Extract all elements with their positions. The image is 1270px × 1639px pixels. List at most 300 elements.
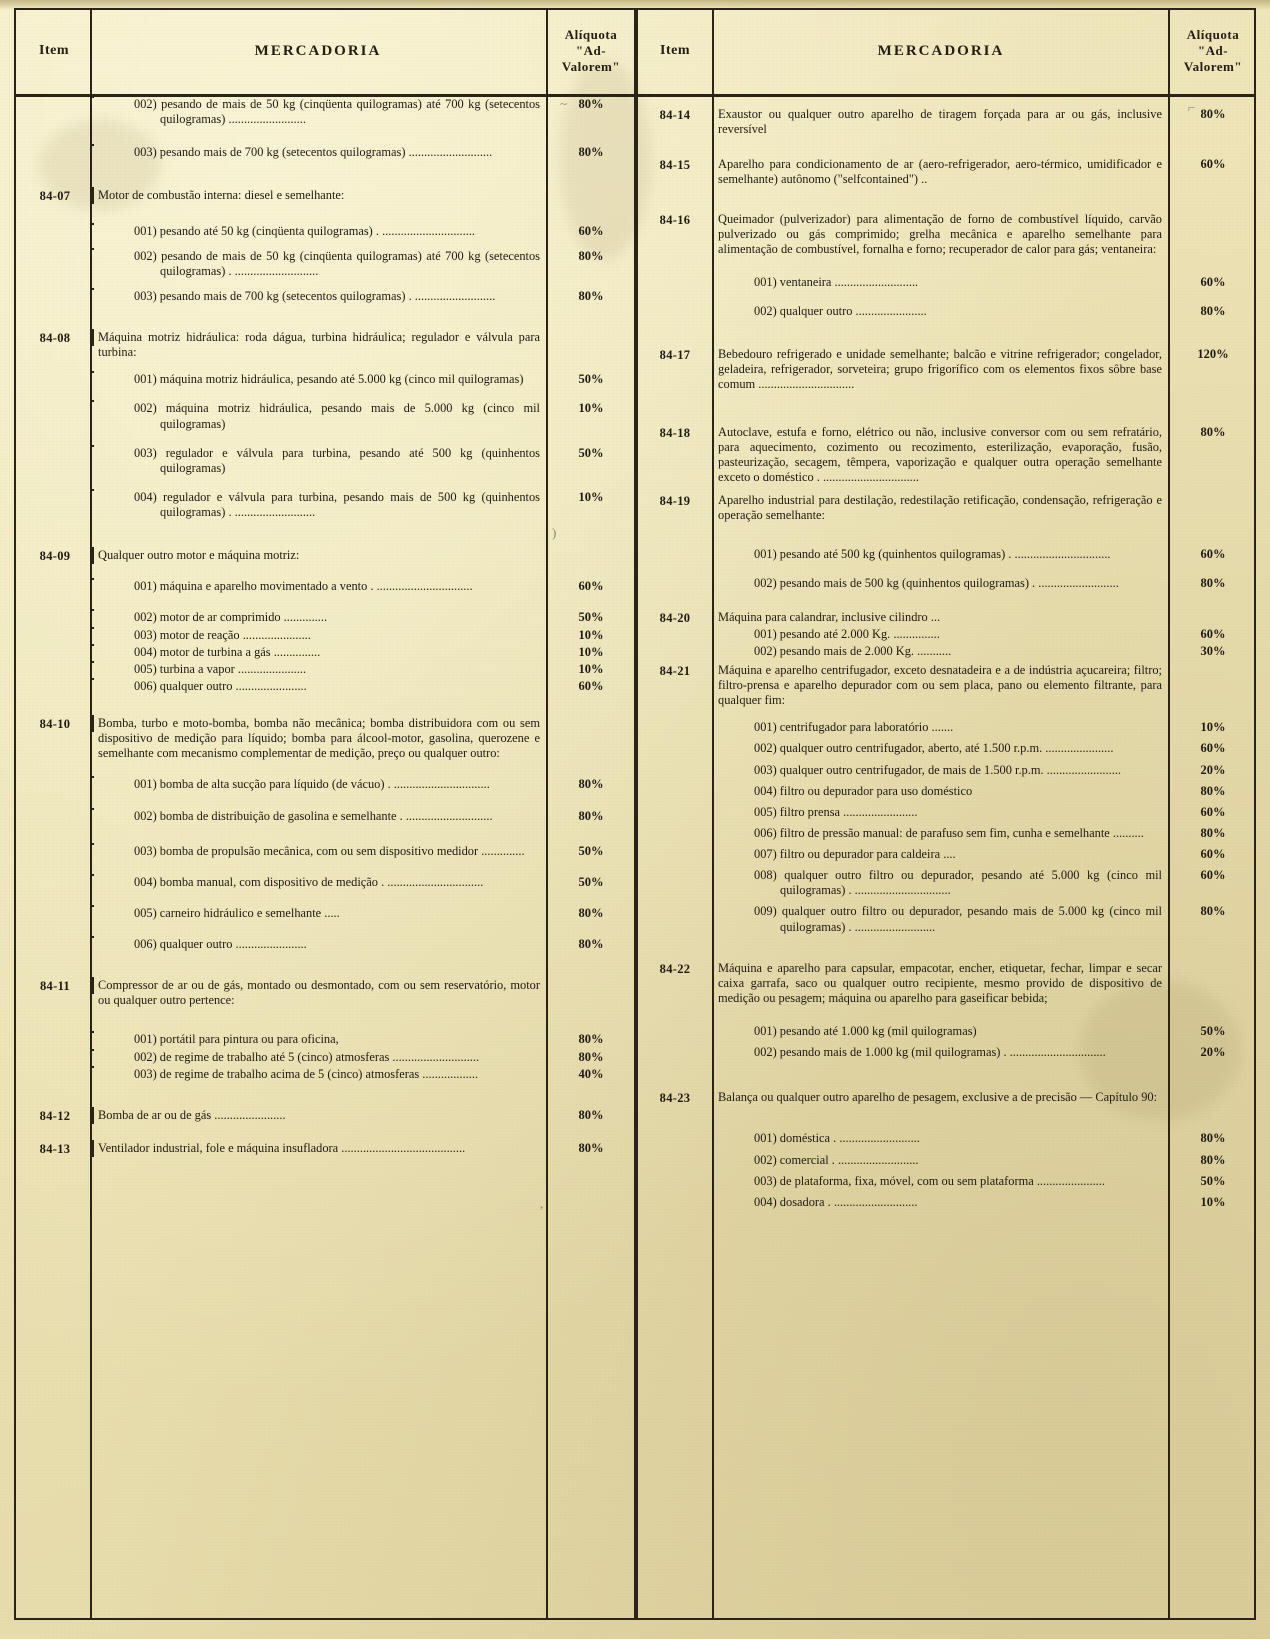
row-item-code: [638, 783, 714, 785]
row-item-code: [638, 903, 714, 905]
row-item-code: 84-20: [638, 609, 714, 626]
table-row[interactable]: [638, 106, 1256, 138]
header-aliquota-right: [1170, 10, 1256, 92]
table-row[interactable]: [638, 804, 1256, 821]
table-row[interactable]: [638, 960, 1256, 1007]
row-aliquota: 80%: [1168, 106, 1256, 122]
tariff-table: [14, 8, 1256, 1620]
row-item-code: [638, 303, 714, 305]
table-row[interactable]: [638, 867, 1256, 899]
row-description: 009) qualquer outro filtro ou depurador, pesando mais de 5.000 kg (cinco mil quilogramas) . ..........................: [754, 904, 1162, 934]
table-row[interactable]: [18, 144, 634, 161]
row-spacer: [638, 524, 1256, 546]
row-description: 004) regulador e válvula para turbina, pesando mais de 500 kg (quinhentos quilogramas) . ..........................: [134, 489, 540, 519]
row-spacer: [638, 291, 1256, 303]
table-row[interactable]: [638, 662, 1256, 709]
row-aliquota: 80%: [546, 808, 634, 824]
row-aliquota: 10%: [1168, 1194, 1256, 1210]
table-row[interactable]: [18, 874, 634, 891]
row-item-code: [638, 1194, 714, 1196]
row-description: 002) pesando mais de 2.000 Kg. ...........: [754, 643, 952, 658]
row-description: Balança ou qualquer outro aparelho de pesagem, exclusive a de precisão — Capítulo 90:: [718, 1090, 1158, 1105]
table-row[interactable]: [18, 223, 634, 240]
row-aliquota: 80%: [546, 905, 634, 921]
row-item-code: [18, 1049, 94, 1051]
row-item-code: [18, 1066, 94, 1068]
header-aliquota-line2-right: "Ad-Valorem": [1183, 42, 1243, 75]
table-row[interactable]: [638, 740, 1256, 757]
row-spacer: [638, 96, 1256, 106]
row-description: 007) filtro ou depurador para caldeira ....: [754, 847, 956, 861]
row-aliquota: [546, 329, 634, 330]
row-item-code: [18, 808, 94, 810]
row-description: 003) pesando mais de 700 kg (setecentos quilogramas) ...........................: [134, 145, 493, 160]
header-aliquota-line1-right: Alíquota: [1186, 26, 1240, 42]
row-aliquota: 80%: [1168, 575, 1256, 591]
table-row[interactable]: [18, 936, 634, 953]
row-description: Compressor de ar ou de gás, montado ou desmontado, com ou sem reservatório, motor ou qualquer outro pertence:: [98, 978, 540, 1008]
row-description: 002) pesando mais de 1.000 kg (mil quilogramas) . ...............................: [754, 1045, 1106, 1060]
row-spacer: [18, 595, 634, 609]
row-aliquota: 80%: [546, 288, 634, 304]
row-item-code: [638, 546, 714, 548]
row-aliquota: 80%: [1168, 424, 1256, 440]
row-description: 008) qualquer outro filtro ou depurador, pesando até 5.000 kg (cinco mil quilogramas) . ...............................: [754, 868, 1162, 898]
row-spacer: [638, 1061, 1256, 1089]
row-item-code: 84-16: [638, 211, 714, 228]
row-spacer: [18, 433, 634, 445]
row-aliquota: 10%: [546, 644, 634, 660]
table-row[interactable]: [638, 1044, 1256, 1061]
row-item-code: 84-13: [18, 1140, 94, 1157]
row-item-code: [18, 371, 94, 373]
table-row[interactable]: [18, 248, 634, 280]
header-item-label-left: Item: [39, 43, 69, 58]
table-row[interactable]: [18, 776, 634, 793]
row-item-code: [18, 445, 94, 447]
left-column: [18, 96, 634, 1616]
row-item-code: 84-12: [18, 1107, 94, 1124]
row-item-code: [18, 776, 94, 778]
table-row[interactable]: [638, 1089, 1256, 1106]
row-description: 002) motor de ar comprimido ..............: [134, 610, 328, 625]
row-description: Máquina motriz hidráulica: roda dágua, turbina hidráulica; regulador e válvula para turbina:: [98, 330, 540, 360]
header-aliquota-line2-left: "Ad-Valorem": [561, 42, 621, 75]
row-aliquota: [546, 547, 634, 548]
stray-pen-mark: ⌐: [1188, 100, 1196, 115]
header-merc-label-right: MERCADORIA: [877, 42, 1005, 59]
table-row[interactable]: [18, 489, 634, 521]
table-row[interactable]: [638, 846, 1256, 863]
row-aliquota: 80%: [546, 248, 634, 264]
row-spacer: [18, 762, 634, 776]
table-row[interactable]: [18, 400, 634, 432]
row-item-code: [18, 144, 94, 146]
row-item-code: [18, 609, 94, 611]
row-description: 003) motor de reação ......................: [134, 627, 311, 642]
row-item-code: [18, 489, 94, 491]
row-description: Máquina para calandrar, inclusive cilindro ...: [718, 609, 941, 624]
row-spacer: [18, 361, 634, 371]
row-item-code: [18, 578, 94, 580]
row-item-code: [638, 1130, 714, 1132]
table-row[interactable]: [18, 609, 634, 626]
row-item-code: [18, 936, 94, 938]
row-spacer: [18, 1009, 634, 1031]
row-description: Bebedouro refrigerado e unidade semelhante; balcão e vitrine refrigerador; congelador, geladeira, refrigerador, sorveteira; grupo frigorífico com os elementos fixos sôbre base comum ...............................: [718, 347, 1162, 392]
row-description: Motor de combustão interna: diesel e semelhante:: [98, 188, 345, 203]
row-item-code: [638, 1023, 714, 1025]
table-row[interactable]: [18, 96, 634, 128]
row-spacer: [18, 695, 634, 715]
row-item-code: [638, 867, 714, 869]
row-item-code: [638, 643, 714, 645]
header-aliquota-left: [548, 10, 634, 92]
row-item-code: 84-14: [638, 106, 714, 123]
row-aliquota: 80%: [1168, 1130, 1256, 1146]
row-item-code: [18, 678, 94, 680]
row-description: 003) regulador e válvula para turbina, pesando até 500 kg (quinhentos quilogramas): [134, 445, 540, 475]
table-row[interactable]: [638, 211, 1256, 258]
row-item-code: [18, 1031, 94, 1033]
row-item-code: [18, 661, 94, 663]
stray-pen-mark: ): [552, 525, 557, 540]
row-aliquota: 80%: [1168, 825, 1256, 841]
left-rows: [18, 96, 634, 1157]
row-aliquota: 80%: [546, 1049, 634, 1065]
row-spacer: [18, 953, 634, 977]
table-row[interactable]: [18, 445, 634, 477]
row-item-code: [638, 1173, 714, 1175]
row-description: Bomba de ar ou de gás .......................: [98, 1107, 286, 1122]
row-description: 001) máquina e aparelho movimentado a vento . ...............................: [134, 579, 473, 594]
row-item-code: [18, 248, 94, 250]
row-description: 005) filtro prensa ........................: [754, 804, 918, 819]
row-aliquota: 60%: [546, 578, 634, 594]
row-aliquota: 40%: [546, 1066, 634, 1082]
row-spacer: [18, 240, 634, 248]
row-aliquota: 80%: [546, 936, 634, 952]
row-item-code: 84-10: [18, 715, 94, 732]
row-aliquota: [546, 977, 634, 978]
row-spacer: [18, 922, 634, 936]
table-row[interactable]: [18, 1049, 634, 1066]
row-description: 001) pesando até 1.000 kg (mil quilogramas): [754, 1024, 977, 1038]
row-item-code: [638, 804, 714, 806]
row-description: 004) filtro ou depurador para uso doméstico: [754, 783, 973, 798]
row-description: 004) dosadora . ...........................: [754, 1194, 918, 1209]
table-row[interactable]: [18, 288, 634, 305]
row-item-code: 84-23: [638, 1089, 714, 1106]
table-row[interactable]: [638, 546, 1256, 563]
row-description: 004) bomba manual, com dispositivo de medição . ...............................: [134, 874, 484, 889]
row-description: Qualquer outro motor e máquina motriz:: [98, 548, 300, 563]
row-description: 001) ventaneira ...........................: [754, 274, 919, 289]
row-aliquota: 10%: [1168, 719, 1256, 735]
row-aliquota: 60%: [1168, 546, 1256, 562]
table-row[interactable]: [638, 1152, 1256, 1169]
row-item-code: [638, 626, 714, 628]
header-merc-label-left: MERCADORIA: [254, 42, 382, 59]
row-aliquota: [1168, 492, 1256, 493]
stray-pen-mark: ,: [540, 1196, 544, 1211]
row-item-code: 84-18: [638, 424, 714, 441]
right-rows: [638, 96, 1256, 1211]
row-description: Máquina e aparelho centrifugador, exceto desnatadeira e a de indústria açucareira; filtro; filtro-prensa e aparelho depurador com ou sem placa, pano ou elemento filtrante, para qualquer fim:: [718, 662, 1162, 708]
row-spacer: [18, 205, 634, 223]
table-row[interactable]: [18, 808, 634, 825]
row-aliquota: [1168, 662, 1256, 663]
row-aliquota: 60%: [1168, 626, 1256, 642]
row-aliquota: 80%: [1168, 303, 1256, 319]
row-aliquota: 50%: [1168, 1023, 1256, 1039]
table-row[interactable]: [18, 187, 634, 204]
row-item-code: [638, 846, 714, 848]
row-aliquota: 80%: [546, 776, 634, 792]
row-item-code: [18, 843, 94, 845]
row-description: 002) qualquer outro centrifugador, aberto, até 1.500 r.p.m. ......................: [754, 741, 1114, 756]
row-aliquota: 50%: [546, 445, 634, 461]
row-spacer: [18, 161, 634, 187]
row-item-code: [638, 575, 714, 577]
row-description: Máquina e aparelho para capsular, empacotar, encher, etiquetar, fechar, limpar e secar caixa garrafa, saco ou qualquer outro recipiente, mesmo provido de dispositivo de medição ou pesagem; máquina ou aparelho para gaseificar bebida;: [718, 960, 1162, 1005]
row-item-code: 84-11: [18, 977, 94, 994]
table-row[interactable]: [18, 644, 634, 661]
table-row[interactable]: [18, 1066, 634, 1083]
row-spacer: [638, 258, 1256, 274]
row-aliquota: 50%: [546, 843, 634, 859]
row-spacer: [18, 891, 634, 905]
table-row[interactable]: [18, 661, 634, 678]
row-description: 005) carneiro hidráulico e semelhante .....: [134, 905, 340, 920]
row-description: 006) qualquer outro .......................: [134, 678, 307, 693]
row-description: 003) pesando mais de 700 kg (setecentos quilogramas) . ..........................: [134, 288, 496, 303]
table-row[interactable]: [638, 719, 1256, 736]
table-row[interactable]: [18, 1107, 634, 1124]
row-aliquota: 80%: [1168, 783, 1256, 799]
row-description: Exaustor ou qualquer outro aparelho de tiragem forçada para ar ou gás, inclusive reversível: [718, 107, 1162, 137]
table-row[interactable]: [18, 329, 634, 361]
table-row[interactable]: [638, 783, 1256, 800]
table-row[interactable]: [18, 371, 634, 388]
row-aliquota: 10%: [546, 627, 634, 643]
table-row[interactable]: [18, 905, 634, 922]
row-item-code: [638, 740, 714, 742]
row-spacer: [18, 1083, 634, 1107]
row-item-code: [638, 762, 714, 764]
table-row[interactable]: [638, 1023, 1256, 1040]
row-item-code: [18, 400, 94, 402]
row-aliquota: 60%: [1168, 804, 1256, 820]
row-aliquota: [1168, 211, 1256, 212]
row-aliquota: 60%: [1168, 156, 1256, 172]
row-spacer: [638, 563, 1256, 575]
row-item-code: 84-15: [638, 156, 714, 173]
row-description: 003) de regime de trabalho acima de 5 (cinco) atmosferas ..................: [134, 1066, 479, 1081]
row-aliquota: 60%: [546, 223, 634, 239]
row-description: 002) pesando de mais de 50 kg (cinqüenta quilogramas) até 700 kg (setecentos quilogramas) .........................: [134, 97, 540, 127]
row-description: 001) pesando até 50 kg (cinqüenta quilogramas) . ..............................: [134, 223, 476, 238]
row-aliquota: [1168, 960, 1256, 961]
table-row[interactable]: [638, 424, 1256, 487]
row-aliquota: [1168, 1089, 1256, 1090]
row-aliquota: 50%: [546, 609, 634, 625]
row-aliquota: 50%: [546, 371, 634, 387]
table-row[interactable]: [638, 825, 1256, 842]
table-row[interactable]: [638, 575, 1256, 592]
row-description: 003) de plataforma, fixa, móvel, com ou sem plataforma ......................: [754, 1173, 1105, 1188]
header-aliquota-line1-left: Alíquota: [564, 26, 618, 42]
table-row[interactable]: [18, 1140, 634, 1157]
row-description: 002) bomba de distribuição de gasolina e semelhante . ............................: [134, 808, 493, 823]
row-description: 006) qualquer outro .......................: [134, 937, 307, 951]
row-aliquota: 80%: [546, 1140, 634, 1156]
row-aliquota: 80%: [546, 1107, 634, 1123]
row-description: 002) pesando mais de 500 kg (quinhentos quilogramas) . ..........................: [754, 576, 1119, 591]
row-description: 002) comercial . ..........................: [754, 1152, 919, 1167]
table-row[interactable]: [638, 1130, 1256, 1147]
table-row[interactable]: [638, 643, 1256, 660]
row-description: Autoclave, estufa e forno, elétrico ou não, inclusive conversor com ou sem refratário, para aquecimento, cozimento ou recozimento, esterilização, evaporação, fusão, pasteurização, secagem, têmpera, vaporização e qualquer outra operação semelhante exceto o doméstico . ...............................: [718, 424, 1162, 484]
table-row[interactable]: [638, 346, 1256, 393]
row-item-code: 84-19: [638, 492, 714, 509]
row-spacer: [638, 189, 1256, 211]
table-row[interactable]: [18, 1031, 634, 1048]
row-aliquota: 60%: [1168, 867, 1256, 883]
row-description: 006) filtro de pressão manual: de parafuso sem fim, cunha e semelhante ..........: [754, 825, 1144, 840]
row-spacer: [18, 128, 634, 144]
row-spacer: [18, 860, 634, 874]
row-description: Bomba, turbo e moto-bomba, bomba não mecânica; bomba distribuidora com ou sem dispositivo de medição para líquido; bomba para álcool-motor, gasolina, querozene e semelhante com mecanismo complementar de medição, preço ou qualquer outro:: [98, 716, 540, 761]
row-description: 002) máquina motriz hidráulica, pesando mais de 5.000 kg (cinco mil quilogramas): [134, 401, 540, 431]
table-row[interactable]: [638, 156, 1256, 188]
row-aliquota: 20%: [1168, 762, 1256, 778]
row-spacer: [18, 477, 634, 489]
row-description: 004) motor de turbina a gás ...............: [134, 644, 321, 659]
row-description: Ventilador industrial, fole e máquina insufladora ........................................: [98, 1140, 466, 1155]
table-row[interactable]: [18, 715, 634, 762]
row-description: 003) qualquer outro centrifugador, de mais de 1.500 r.p.m. ........................: [754, 762, 1122, 777]
row-item-code: 84-09: [18, 547, 94, 564]
row-description: Aparelho industrial para destilação, redestilação retificação, condensação, refrigeração e operação semelhante:: [718, 493, 1162, 523]
row-aliquota: 60%: [1168, 274, 1256, 290]
table-row[interactable]: [638, 274, 1256, 291]
row-spacer: [638, 320, 1256, 346]
row-aliquota: 10%: [546, 400, 634, 416]
row-description: 001) centrifugador para laboratório .......: [754, 720, 954, 735]
row-description: 001) doméstica . ..........................: [754, 1131, 920, 1146]
row-aliquota: 60%: [1168, 846, 1256, 862]
row-aliquota: [546, 187, 634, 188]
row-spacer: [638, 593, 1256, 609]
row-item-code: [18, 288, 94, 290]
row-aliquota: 10%: [546, 661, 634, 677]
row-aliquota: 80%: [546, 96, 634, 112]
table-row[interactable]: [638, 492, 1256, 524]
row-item-code: [638, 274, 714, 276]
header-item-left: [18, 10, 90, 92]
header-item-right: [638, 10, 712, 92]
row-aliquota: 20%: [1168, 1044, 1256, 1060]
table-row[interactable]: [638, 1194, 1256, 1211]
header-merc-right: [714, 10, 1168, 92]
header-item-label-right: Item: [660, 43, 690, 58]
row-aliquota: 80%: [1168, 903, 1256, 919]
row-description: 005) turbina a vapor ......................: [134, 661, 307, 676]
row-spacer: [638, 936, 1256, 960]
table-row[interactable]: [18, 547, 634, 564]
row-item-code: [18, 644, 94, 646]
row-aliquota: 50%: [1168, 1173, 1256, 1189]
row-item-code: [18, 96, 94, 98]
row-description: 001) máquina motriz hidráulica, pesando até 5.000 kg (cinco mil quilogramas): [134, 372, 524, 387]
row-item-code: [638, 825, 714, 827]
table-row[interactable]: [638, 609, 1256, 626]
row-description: 002) qualquer outro .......................: [754, 304, 927, 318]
row-item-code: 84-08: [18, 329, 94, 346]
row-aliquota: 60%: [1168, 740, 1256, 756]
row-item-code: 84-21: [638, 662, 714, 679]
row-spacer: [638, 394, 1256, 424]
row-spacer: [638, 709, 1256, 719]
row-spacer: [638, 1106, 1256, 1130]
table-row[interactable]: [18, 977, 634, 1009]
row-aliquota: 30%: [1168, 643, 1256, 659]
row-description: 001) bomba de alta sucção para líquido (de vácuo) . ...............................: [134, 777, 490, 792]
row-aliquota: [1168, 609, 1256, 610]
row-description: 001) pesando até 500 kg (quinhentos quilogramas) . ...............................: [754, 547, 1111, 562]
table-row[interactable]: [18, 578, 634, 595]
row-spacer: [18, 388, 634, 400]
row-aliquota: 50%: [546, 874, 634, 890]
row-spacer: [18, 825, 634, 843]
row-item-code: [638, 719, 714, 721]
row-description: 001) portátil para pintura ou para oficina,: [134, 1032, 339, 1047]
row-description: 002) de regime de trabalho até 5 (cinco) atmosferas ............................: [134, 1049, 480, 1064]
stray-pen-mark: ~: [560, 96, 568, 111]
row-spacer: [18, 794, 634, 808]
row-spacer: [18, 564, 634, 578]
table-row[interactable]: [18, 627, 634, 644]
row-item-code: [18, 874, 94, 876]
table-row[interactable]: [18, 678, 634, 695]
table-row[interactable]: [638, 626, 1256, 643]
row-spacer: [18, 280, 634, 288]
row-spacer: [18, 1124, 634, 1140]
row-item-code: [638, 1152, 714, 1154]
row-spacer: [638, 138, 1256, 156]
row-aliquota: 10%: [546, 489, 634, 505]
row-description: 003) bomba de propulsão mecânica, com ou sem dispositivo medidor ..............: [134, 843, 525, 858]
right-column: [638, 96, 1256, 1616]
table-row[interactable]: [18, 843, 634, 860]
row-spacer: [638, 1007, 1256, 1023]
row-item-code: [18, 223, 94, 225]
table-row[interactable]: [638, 1173, 1256, 1190]
row-aliquota: 80%: [546, 144, 634, 160]
row-aliquota: 80%: [546, 1031, 634, 1047]
table-row[interactable]: [638, 303, 1256, 320]
row-item-code: [18, 627, 94, 629]
row-item-code: [638, 1044, 714, 1046]
table-row[interactable]: [638, 903, 1256, 935]
row-description: Queimador (pulverizador) para alimentação de forno de combustível líquido, carvão pulverizado ou gás comprimido; grelha mecânica e aparelho semelhante para alimentação de combustível, fornalha e forno; recuperador de calor para gás; ventaneira:: [718, 211, 1162, 256]
row-aliquota: [546, 715, 634, 716]
row-item-code: 84-17: [638, 346, 714, 363]
header-merc-left: [92, 10, 544, 92]
row-aliquota: 60%: [546, 678, 634, 694]
table-row[interactable]: [638, 762, 1256, 779]
